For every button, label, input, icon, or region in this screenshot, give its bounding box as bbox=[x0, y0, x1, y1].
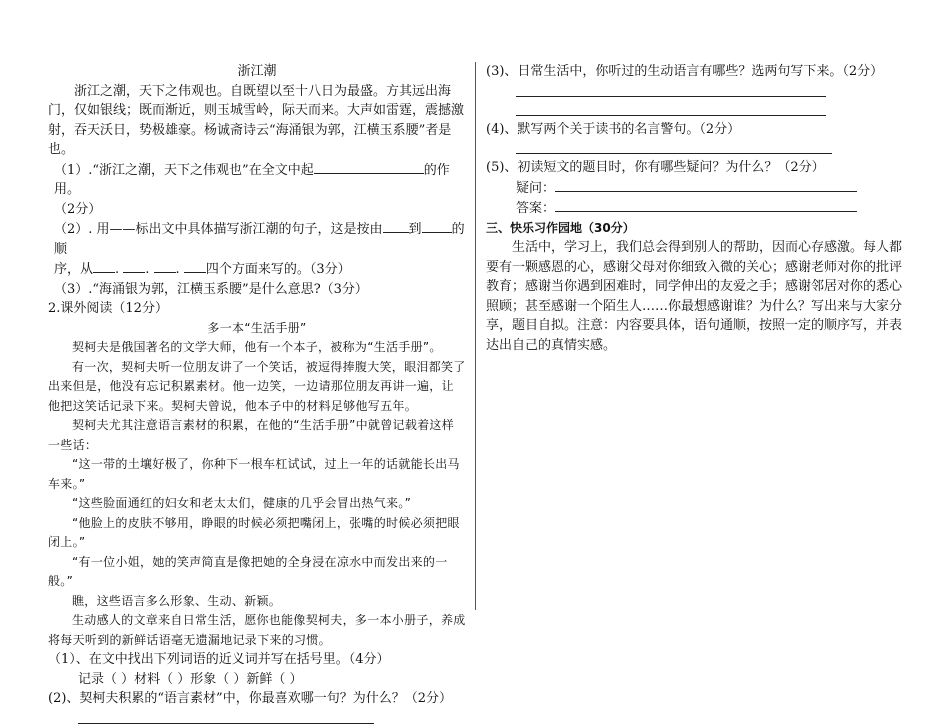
right-column bbox=[486, 62, 904, 355]
doubt-row: 疑问： bbox=[486, 178, 904, 199]
answer-blank[interactable] bbox=[154, 259, 176, 273]
answer-line[interactable] bbox=[78, 709, 374, 724]
passage1-text: 浙江之潮，天下之伟观也。自既望以至十八日为最盛。方其远出海门，仅如银线；既而渐近，则玉城雪岭，际天而来。大声如雷霆，震撼激射，吞天沃日，势极雄豪。杨诚斋诗云“海涌银为郭，江横玉系腰”者是也。 bbox=[48, 83, 465, 157]
question-1: （1）.“浙江之潮，天下之伟观也”在全文中起 的作用。 bbox=[48, 160, 466, 200]
question-r5: (5)、初读短文的题目时，你有哪些疑问？为什么？（2分） bbox=[486, 160, 825, 175]
question-2-cont: 序，从 . . . 四个方面来写的。（3分） bbox=[48, 259, 466, 280]
synonym-words: 记录（ ）材料（ ）形象（ ）新鲜（ ） bbox=[78, 671, 303, 687]
passage2-paragraph: 有一次，契柯夫听一位朋友讲了一个笑话，被逗得捧腹大笑，眼泪都笑了出来但是，他没有忘记积累素材。他一边笑，一边请那位朋友再讲一遍，让他把这笑话记录下来。契柯夫曾说，他本子中的材料足够他写五年。 bbox=[48, 359, 466, 413]
passage2-paragraph: “这些脸面通红的妇女和老太太们，健康的几乎会冒出热气来。” bbox=[72, 496, 412, 510]
passage2-paragraph: 瞧，这些语言多么形象、生动、新颖。 bbox=[72, 593, 282, 608]
passage2-paragraph: 契柯夫尤其注意语言素材的积累，在他的“生活手册”中就曾记载着这样一些话： bbox=[48, 418, 455, 452]
answer-line[interactable] bbox=[516, 82, 826, 97]
answer-blank[interactable] bbox=[314, 160, 424, 174]
doubt-line[interactable] bbox=[555, 178, 857, 192]
passage2-paragraph: “有一位小姐，她的笑声简直是像把她的全身浸在凉水中而发出来的一般。” bbox=[48, 554, 448, 588]
column-divider bbox=[475, 62, 476, 610]
question-1-score: （2分） bbox=[54, 201, 102, 217]
passage2 bbox=[48, 319, 466, 651]
answer-blank[interactable] bbox=[184, 259, 206, 273]
question-r4: (4)、默写两个关于读书的名言警句。（2分） bbox=[486, 121, 741, 137]
answer-blank[interactable] bbox=[123, 259, 145, 273]
answer-line[interactable] bbox=[516, 139, 832, 154]
question-2: （2）. 用——标出文中具体描写浙江潮的句子，这是按由 到 的顺 bbox=[48, 219, 466, 259]
left-column bbox=[48, 62, 466, 728]
answer-blank[interactable] bbox=[93, 259, 115, 273]
section-2-heading: 2.课外阅读（12分） bbox=[48, 301, 168, 316]
essay-prompt: 生活中，学习上，我们总会得到别人的帮助，因而心存感激。每人都要有一颗感恩的心，感谢父母对你细致入微的关心；感谢老师对你的批评教育；感谢当你遇到困难时，同学伸出的友爱之手；感谢邻居对你的悉心照顾；甚至感谢一个陌生人……你最想感谢谁？为什么？写出来与大家分享，题目自拟。注意：内容要具体，语句通顺，按照一定的顺序写，并表达出自己的真情实感。 bbox=[486, 240, 903, 353]
section-3-heading: 三、快乐习作园地（30分） bbox=[486, 220, 635, 235]
passage2-paragraph: “他脸上的皮肤不够用，睁眼的时候必须把嘴闭上，张嘴的时候必须把眼闭上。” bbox=[48, 515, 460, 549]
answer-blank[interactable] bbox=[422, 219, 452, 233]
answer-blank[interactable] bbox=[383, 219, 409, 233]
question-r3: (3)、日常生活中，你听过的生动语言有哪些？选两句写下来。（2分） bbox=[486, 64, 884, 79]
passage2-paragraph: “这一带的土壤好极了，你种下一根车杠试试，过上一年的话就能长出马车来。” bbox=[48, 457, 460, 491]
question-2-1: （1）、在文中找出下列词语的近义词并写在括号里。（4分） bbox=[48, 652, 390, 667]
passage1-title: 浙江潮 bbox=[237, 64, 277, 79]
passage2-paragraph: 生动感人的文章来自日常生活，愿你也能像契柯夫，多一本小册子，养成将每天听到的新鲜话语毫无遗漏地记录下来的习惯。 bbox=[48, 613, 466, 647]
answer-row: 答案： bbox=[486, 198, 904, 219]
answer-line[interactable] bbox=[516, 101, 826, 116]
answer-line[interactable] bbox=[555, 198, 857, 212]
passage2-paragraph: 契柯夫是俄国著名的文学大师，他有一个本子，被称为“生活手册”。 bbox=[72, 340, 442, 354]
question-3: （3）.“海涌银为郭，江横玉系腰”是什么意思?（3分） bbox=[54, 281, 368, 297]
question-2-2: (2)、契柯夫积累的“语言素材”中，你最喜欢哪一句？为什么？（2分） bbox=[48, 691, 452, 706]
passage2-title: 多一本“生活手册” bbox=[207, 320, 307, 335]
